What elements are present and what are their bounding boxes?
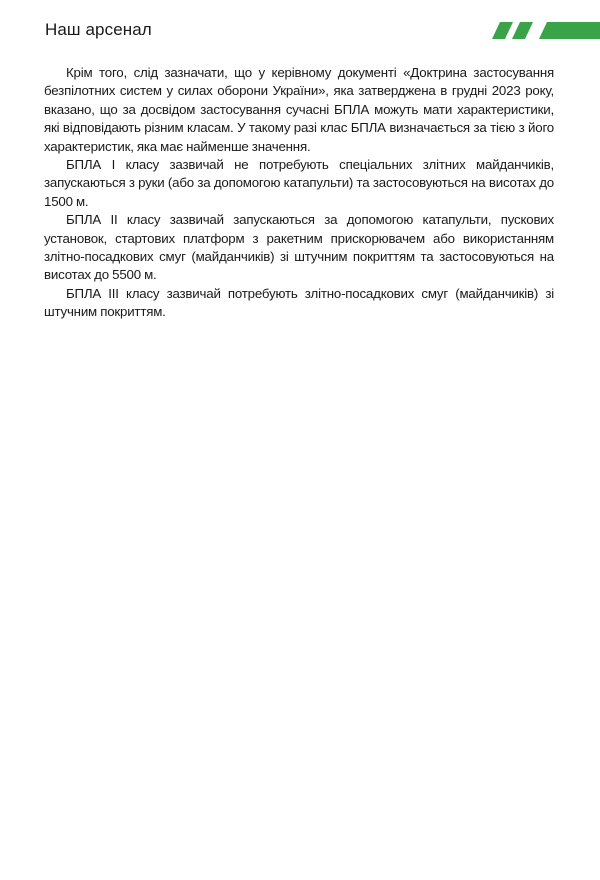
paragraph-class-3: БПЛА III класу зазвичай потребують злітно-посадкових смуг (майданчиків) зі штучним покриттям. xyxy=(44,285,554,320)
green-stripes-icon xyxy=(492,22,600,39)
paragraph-doctrine: Крім того, слід зазначати, що у керівному документі «Доктрина застосування безпілотних систем у силах оборони України», яка затверджена в грудні 2023 року, вказано, що за досвідом застосування сучасні БПЛА можуть мати характеристики, які відповідають різним класам. У такому разі клас БПЛА визначається за тією з його характеристик, яка має найменше значення. xyxy=(44,65,554,154)
section-title: Наш арсенал xyxy=(45,20,152,39)
stripe-2 xyxy=(512,22,533,39)
stripe-1 xyxy=(492,22,513,39)
paragraph-class-2: БПЛА II класу зазвичай запускаються за допомогою катапульти, пускових установок, стартових платформ з ракетним прискорювачем або використанням злітно-посадкових смуг (майданчиків) зі штучним покриттям та застосовуються на висотах до 5500 м. xyxy=(44,212,554,283)
paragraph-class-1: БПЛА I класу зазвичай не потребують спеціальних злітних майданчиків, запускаються з руки (або за допомогою катапульти) та застосовуються на висотах до 1500 м. xyxy=(44,157,554,209)
stripe-3 xyxy=(539,22,600,39)
body-text xyxy=(44,64,554,322)
page-header xyxy=(0,0,600,60)
